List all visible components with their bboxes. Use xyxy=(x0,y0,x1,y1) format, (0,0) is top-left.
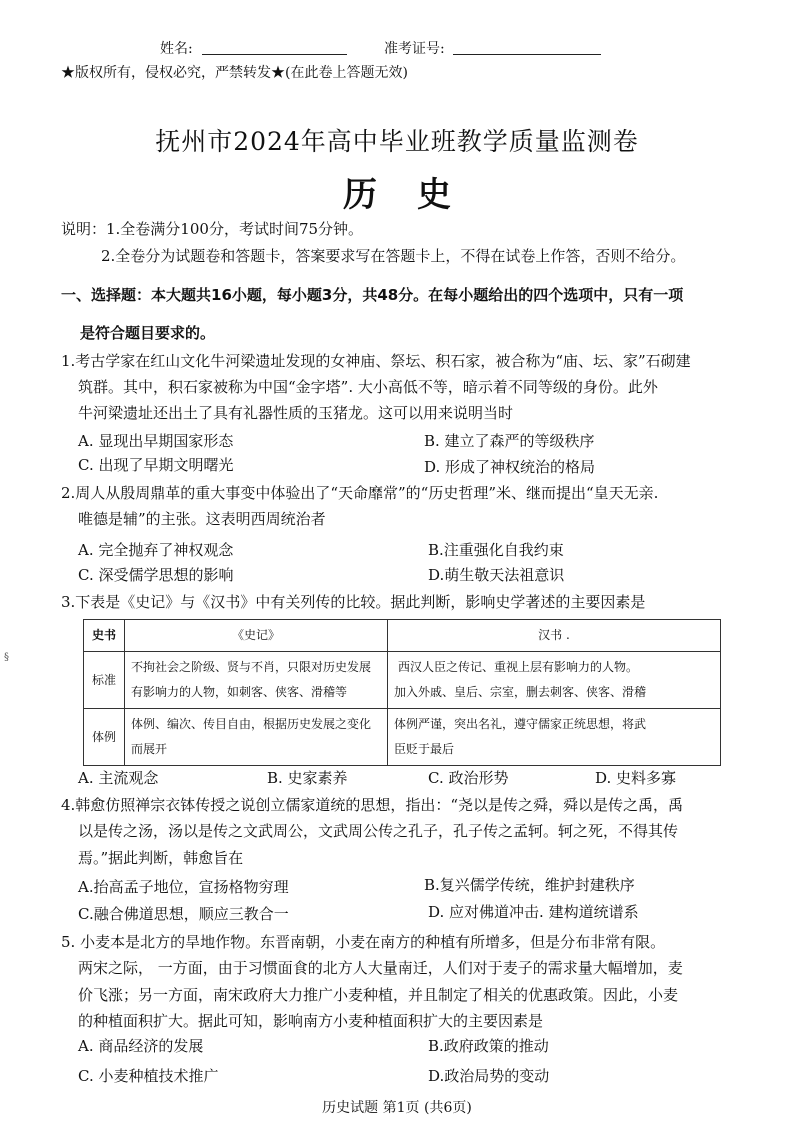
table-cell-line: 有影响力的人物，如刺客、侠客、滑稽等 xyxy=(131,685,348,699)
q1-stem-line3: 牛河梁遗址还出土了具有礼器性质的玉猪龙。这可以用来说明当时 xyxy=(78,404,514,422)
q2-option-c[interactable]: C. 深受儒学思想的影响 xyxy=(78,566,234,584)
note-1: 说明：1.全卷满分100分，考试时间75分钟。 xyxy=(61,220,364,238)
table-row xyxy=(84,709,721,766)
q2-stem-line2: 唯德是辅”的主张。这表明西周统治者 xyxy=(78,510,326,528)
comparison-table xyxy=(83,619,721,766)
table-cell xyxy=(125,652,388,709)
q1-option-a[interactable]: A. 显现出早期国家形态 xyxy=(78,432,234,450)
table-header-cell: 汉书 . xyxy=(388,620,721,652)
note-2: 2.全卷分为试题卷和答题卡，答案要求写在答题卡上，不得在试卷上作答，否则不给分。 xyxy=(101,247,686,265)
q1-stem-line1: 1.考古学家在红山文化牛河梁遗址发现的女神庙、祭坛、积石家，被合称为“庙、坛、家”石砌建 xyxy=(61,352,691,370)
q3-option-d[interactable]: D. 史料多寡 xyxy=(595,769,677,787)
exam-id-label: 准考证号: xyxy=(384,41,445,57)
q1-option-d[interactable]: D. 形成了神权统治的格局 xyxy=(424,458,596,476)
name-label: 姓名: xyxy=(160,41,193,57)
q2-option-d[interactable]: D.萌生敬天法祖意识 xyxy=(428,566,565,584)
q1-option-c[interactable]: C. 出现了早期文明曙光 xyxy=(78,456,234,474)
q1-stem-line2: 筑群。其中，积石家被称为中国“金字塔”. 大小高低不等，暗示着不同等级的身份。此外 xyxy=(78,378,658,396)
q5-option-a[interactable]: A. 商品经济的发展 xyxy=(78,1037,204,1055)
q1-option-b[interactable]: B. 建立了森严的等级秩序 xyxy=(424,432,595,450)
q4-option-d[interactable]: D. 应对佛道冲击. 建构道统谱系 xyxy=(428,903,639,921)
q5-stem-line2: 两宋之际， 一方面，由于习惯面食的北方人大量南迁，人们对于麦子的需求量大幅增加，麦 xyxy=(78,959,683,977)
q5-stem-line3: 价飞涨；另一方面，南宋政府大力推广小麦种植，并且制定了相关的优惠政策。因此，小麦 xyxy=(78,986,679,1004)
q5-option-d[interactable]: D.政治局势的变动 xyxy=(428,1067,550,1085)
q2-stem-line1: 2.周人从殷周鼎革的重大事变中体验出了“天命靡常”的“历史哲理”米、继而提出“皇天无亲. xyxy=(61,484,659,502)
table-cell-line: 体例严谨，突出名礼，遵守儒家正统思想，将武 xyxy=(394,717,647,731)
table-header-cell: 史书 xyxy=(84,620,125,652)
table-header-row xyxy=(84,620,721,652)
q4-option-c[interactable]: C.融合佛道思想，顺应三教合一 xyxy=(78,905,289,923)
table-cell-line: 不拘社会之阶级、贤与不肖，只限对历史发展 xyxy=(131,660,372,674)
table-row-label: 体例 xyxy=(84,709,125,766)
page-footer: 历史试题 第1页 (共6页) xyxy=(322,1100,472,1116)
copyright-notice: ★版权所有，侵权必究，严禁转发★(在此卷上答题无效) xyxy=(61,65,408,81)
exam-id-blank[interactable] xyxy=(453,40,601,55)
table-cell xyxy=(388,652,721,709)
q3-stem-line1: 3.下表是《史记》与《汉书》中有关列传的比较。据此判断，影响史学著述的主要因素是 xyxy=(61,593,646,611)
table-header-cell: 《史记》 xyxy=(125,620,388,652)
exam-title: 抚州市2024年高中毕业班教学质量监测卷 xyxy=(155,127,639,156)
q4-stem-line2: 以是传之汤，汤以是传之文武周公，文武周公传之孔子，孔子传之孟轲。轲之死，不得其传 xyxy=(78,822,679,840)
q2-option-a[interactable]: A. 完全抛弃了神权观念 xyxy=(78,541,234,559)
table-cell xyxy=(125,709,388,766)
q3-option-c[interactable]: C. 政治形势 xyxy=(428,769,509,787)
q3-option-a[interactable]: A. 主流观念 xyxy=(78,769,159,787)
section-heading-line1: 一、选择题：本大题共16小题，每小题3分，共48分。在每小题给出的四个选项中，只有一项 xyxy=(61,286,684,304)
q5-stem-line1: 5. 小麦本是北方的旱地作物。东晋南朝，小麦在南方的种植有所增多，但是分布非常有限。 xyxy=(61,933,666,951)
margin-mark: § xyxy=(4,652,9,663)
table-cell-line: 体例、编次、传目自由，根据历史发展之变化 xyxy=(131,717,372,731)
table-row-label: 标准 xyxy=(84,652,125,709)
q4-stem-line3: 焉。”据此判断，韩愈旨在 xyxy=(78,849,244,867)
table-cell xyxy=(388,709,721,766)
table-cell-line: 臣贬于最后 xyxy=(394,742,455,756)
table-cell-line: 西汉人臣之传记、重视上层有影响力的人物。 xyxy=(398,660,639,674)
q5-stem-line4: 的种植面积扩大。据此可知，影响南方小麦种植面积扩大的主要因素是 xyxy=(78,1012,544,1030)
q4-stem-line1: 4.韩愈仿照禅宗衣钵传授之说创立儒家道统的思想，指出：“尧以是传之舜，舜以是传之禹，禹 xyxy=(61,796,683,814)
table-row xyxy=(84,652,721,709)
table-cell-line: 加入外戚、皇后、宗室，删去刺客、侠客、滑稽 xyxy=(394,685,647,699)
section-heading-line2: 是符合题目要求的。 xyxy=(80,324,216,342)
q4-option-a[interactable]: A.抬高孟子地位，宣扬格物穷理 xyxy=(78,878,289,896)
q4-option-b[interactable]: B.复兴儒学传统，维护封建秩序 xyxy=(424,876,635,894)
q3-option-b[interactable]: B. 史家素养 xyxy=(267,769,348,787)
q2-option-b[interactable]: B.注重强化自我约束 xyxy=(428,541,564,559)
q5-option-c[interactable]: C. 小麦种植技术推广 xyxy=(78,1067,219,1085)
table-cell-line: 而展开 xyxy=(131,742,168,756)
q5-option-b[interactable]: B.政府政策的推动 xyxy=(428,1037,549,1055)
name-blank[interactable] xyxy=(202,40,347,55)
subject-title: 历史 xyxy=(343,175,491,215)
